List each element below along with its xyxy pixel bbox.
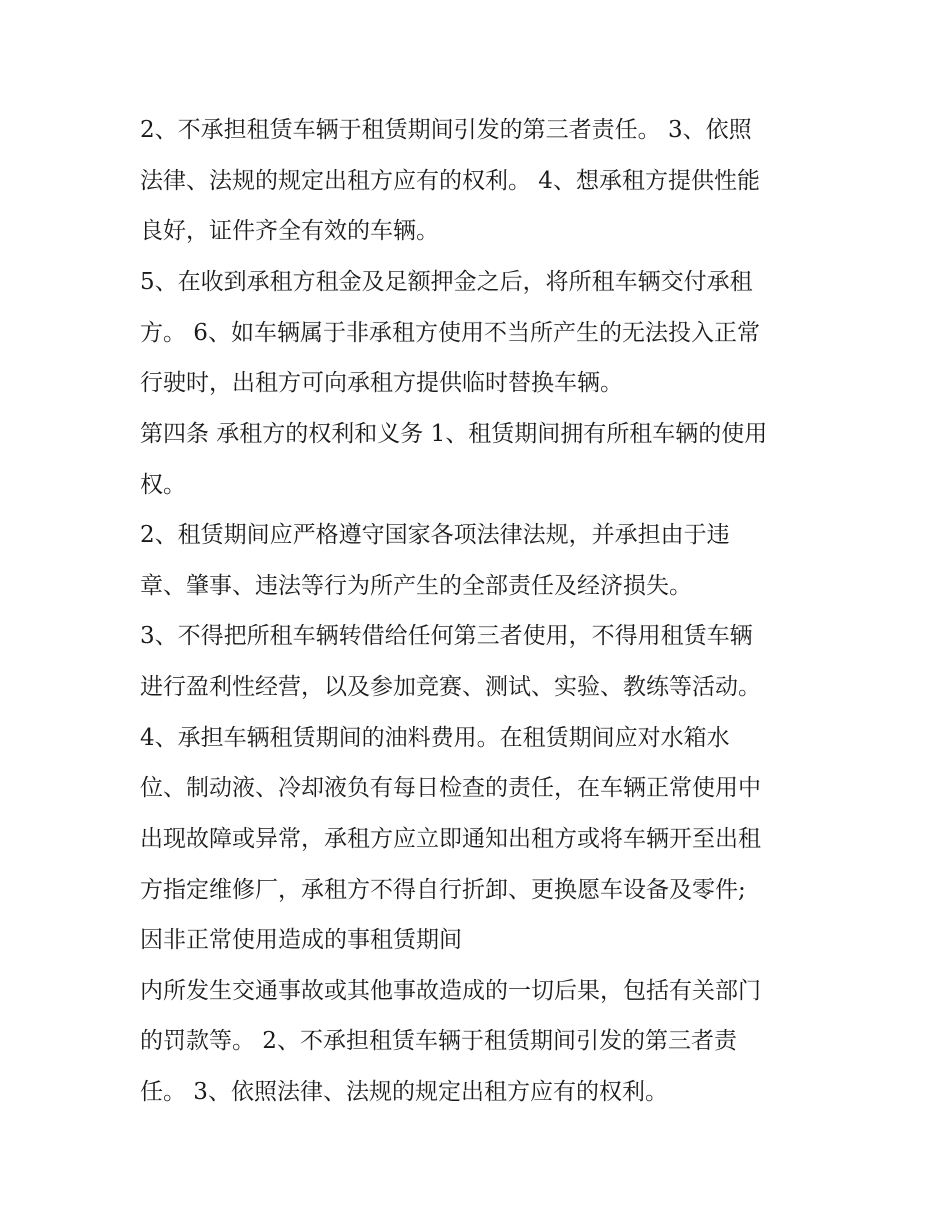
text-line: 2、不承担租赁车辆于租赁期间引发的第三者责任。 3、依照 — [140, 117, 752, 143]
text-line: 3、不得把所租车辆转借给任何第三者使用，不得用租赁车辆 — [140, 623, 753, 649]
text-line: 4、承担车辆租赁期间的油料费用。在租赁期间应对水箱水 — [140, 725, 730, 751]
text-line: 方。 6、如车辆属于非承租方使用不当所产生的无法投入正常 — [140, 320, 760, 346]
text-line: 位、制动液、冷却液负有每日检查的责任，在车辆正常使用中 — [140, 775, 761, 801]
text-line: 章、肇事、违法等行为所产生的全部责任及经济损失。 — [140, 573, 692, 599]
text-line: 5、在收到承租方租金及足额押金之后，将所租车辆交付承租 — [140, 269, 753, 295]
text-line: 内所发生交通事故或其他事故造成的一切后果，包括有关部门 — [140, 978, 761, 1004]
text-line: 2、租赁期间应严格遵守国家各项法律法规，并承担由于违 — [140, 522, 730, 548]
text-line: 权。 — [140, 472, 186, 498]
text-line: 任。 3、依照法律、法规的规定出租方应有的权利。 — [140, 1079, 668, 1105]
text-line: 的罚款等。 2、不承担租赁车辆于租赁期间引发的第三者责 — [140, 1028, 737, 1054]
text-line: 行驶时，出租方可向承租方提供临时替换车辆。 — [140, 370, 623, 396]
text-line: 方指定维修厂，承租方不得自行折卸、更换愿车设备及零件; — [140, 877, 746, 903]
text-line: 第四条 承租方的权利和义务 1、租赁期间拥有所租车辆的使用 — [140, 421, 768, 447]
text-line: 出现故障或异常，承租方应立即通知出租方或将车辆开至出租 — [140, 826, 761, 852]
text-line: 良好，证件齐全有效的车辆。 — [140, 218, 439, 244]
text-line: 进行盈利性经营，以及参加竞赛、测试、实验、教练等活动。 — [140, 674, 761, 700]
text-line: 因非正常使用造成的事租赁期间 — [140, 927, 462, 953]
text-line: 法律、法规的规定出租方应有的权利。 4、想承租方提供性能 — [140, 168, 760, 194]
